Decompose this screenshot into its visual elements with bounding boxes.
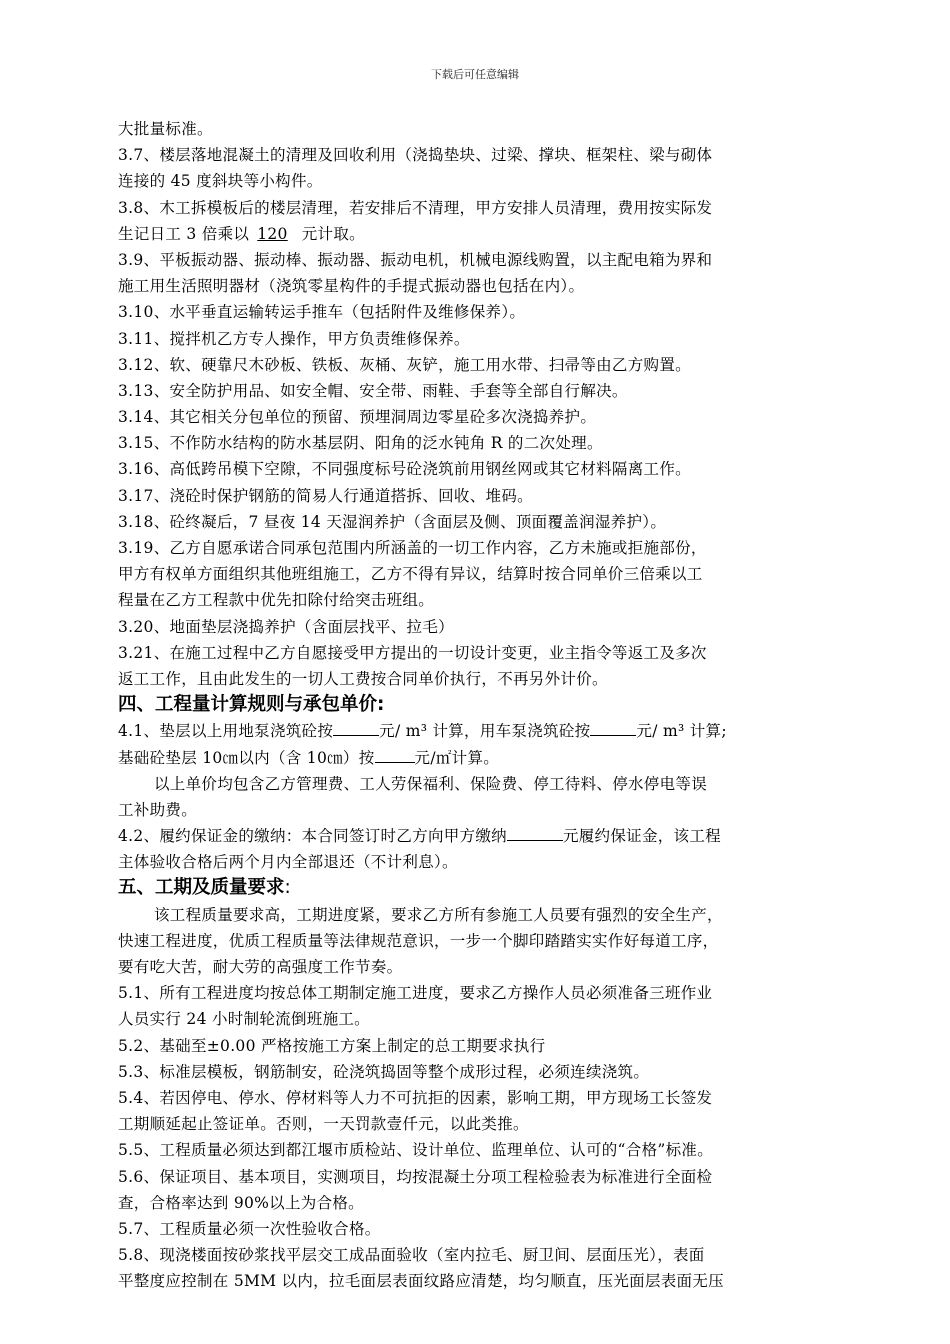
text-segment: 4.1、垫层以上用地泵浇筑砼按	[118, 722, 334, 741]
text-segment: 基础砼垫层 10㎝以内（含 10㎝）按	[118, 748, 375, 767]
text-line: 该工程质量要求高，工期进度紧，要求乙方所有参施工人员要有强烈的安全生产，	[154, 905, 723, 924]
heading-colon: :	[284, 877, 291, 899]
text-line: 5.5、工程质量必须达到都江堰市质检站、设计单位、监理单位、认可的“合格”标准。	[118, 1141, 714, 1160]
text-line: 3.10、水平垂直运输转运手推车（包括附件及维修保养）。	[118, 303, 526, 322]
text-line: 5.6、保证项目、基本项目，实测项目，均按混凝土分项工程检验表为标准进行全面检	[118, 1167, 713, 1186]
text-line: 3.16、高低跨吊模下空隙，不同强度标号砼浇筑前用钢丝网或其它材料隔离工作。	[118, 460, 691, 479]
text-line: 3.15、不作防水结构的防水基层阴、阳角的泛水钝角 R 的二次处理。	[118, 434, 603, 453]
text-line: 5.8、现浇楼面按砂浆找平层交工成品面验收（室内拉毛、厨卫间、层面压光），表面	[118, 1246, 705, 1265]
text-line: 5.3、标准层模板，钢筋制安，砼浇筑捣固等整个成形过程，必须连续浇筑。	[118, 1062, 650, 1081]
text-line: 3.19、乙方自愿承诺合同承包范围内所涵盖的一切工作内容，乙方未施或拒施部份，	[118, 539, 707, 557]
text-line: 5.7、工程质量必须一次性验收合格。	[118, 1219, 381, 1238]
text-line	[118, 221, 838, 247]
text-line: 甲方有权单方面组织其他班组施工，乙方不得有异议，结算时按合同单价三倍乘以工	[118, 565, 703, 584]
text-line: 主体验收合格后两个月内全部退还（不计利息）。	[118, 853, 458, 872]
text-line: 施工用生活照明器材（浇筑零星构件的手提式振动器也包括在内）。	[118, 277, 585, 296]
text-line: 3.12、软、硬靠尺木砂板、铁板、灰桶、灰铲，施工用水带、扫帚等由乙方购置。	[118, 355, 691, 374]
blank-field	[507, 824, 563, 841]
text-line: 工补助费。	[118, 800, 198, 819]
text-line: 程量在乙方工程款中优先扣除付给突击班组。	[118, 591, 435, 610]
text-line	[118, 823, 838, 849]
text-segment: 4.2、履约保证金的缴纳：本合同签订时乙方向甲方缴纳	[118, 827, 507, 846]
blank-field	[375, 746, 415, 763]
text-line: 人员实行 24 小时制轮流倒班施工。	[118, 1010, 370, 1029]
text-line: 3.8、木工拆模板后的楼层清理，若安排后不清理，甲方安排人员清理，费用按实际发	[118, 198, 713, 217]
text-segment: 元/㎡计算。	[414, 748, 500, 767]
page-header: 下载后可任意编辑	[431, 68, 519, 81]
text-line: 3.21、在施工过程中乙方自愿接受甲方提出的一切设计变更，业主指令等返工及多次	[118, 643, 707, 662]
section-heading-5	[118, 875, 838, 901]
text-segment: 元/ m³ 计算，用车泵浇筑砼按	[379, 722, 591, 741]
text-line: 5.1、所有工程进度均按总体工期制定施工进度，要求乙方操作人员必须准备三班作业	[118, 984, 713, 1003]
section-heading-4: 四、工程量计算规则与承包单价:	[118, 694, 385, 716]
text-line: 3.7、楼层落地混凝土的清理及回收利用（浇捣垫块、过梁、撑块、框架柱、梁与砌体	[118, 146, 713, 165]
text-segment: 元计取。	[301, 224, 365, 243]
text-line: 要有吃大苦，耐大劳的高强度工作节奏。	[118, 958, 403, 976]
text-line: 以上单价均包含乙方管理费、工人劳保福利、保险费、停工待料、停水停电等误	[154, 774, 708, 793]
text-line: 3.20、地面垫层浇捣养护（含面层找平、拉毛）	[118, 617, 454, 636]
heading-text: 五、工期及质量要求	[118, 877, 285, 899]
text-line: 3.13、安全防护用品、如安全帽、安全带、雨鞋、手套等全部自行解决。	[118, 381, 628, 400]
text-line: 3.14、其它相关分包单位的预留、预埋洞周边零星砼多次浇捣养护。	[118, 408, 597, 427]
text-line: 大批量标准。	[118, 120, 213, 138]
text-segment: 元/ m³ 计算;	[636, 722, 727, 741]
underlined-amount: 120	[257, 224, 288, 243]
text-line: 返工工作，且由此发生的一切人工费按合同单价执行，不再另外计价。	[118, 669, 608, 688]
blank-field	[333, 719, 379, 736]
text-segment: 元履约保证金，该工程	[562, 827, 721, 846]
text-line: 3.18、砼终凝后，7 昼夜 14 天湿润养护（含面层及侧、顶面覆盖润湿养护）。	[118, 512, 667, 531]
text-line: 连接的 45 度斜块等小构件。	[118, 172, 323, 191]
text-line: 快速工程进度，优质工程质量等法律规范意识，一步一个脚印踏踏实实作好每道工序，	[118, 931, 719, 950]
text-line: 3.9、平板振动器、振动棒、振动器、振动电机，机械电源线购置，以主配电箱为界和	[118, 250, 713, 269]
text-line: 平整度应控制在 5MM 以内，拉毛面层表面纹路应清楚，均匀顺直，压光面层表面无压	[118, 1272, 724, 1291]
text-line: 工期顺延起止签证单。否则，一天罚款壹仟元，以此类推。	[118, 1115, 529, 1134]
text-line: 3.17、浇砼时保护钢筋的简易人行通道搭拆、回收、堆码。	[118, 486, 533, 505]
text-segment: 生记日工 3 倍乘以	[118, 224, 250, 243]
text-line: 查，合格率达到 90%以上为合格。	[118, 1193, 364, 1212]
document-body	[118, 116, 838, 1294]
text-line	[118, 745, 838, 771]
text-line: 3.11、搅拌机乙方专人操作，甲方负责维修保养。	[118, 329, 470, 348]
blank-field	[590, 719, 636, 736]
text-line	[118, 718, 838, 744]
text-line: 5.2、基础至±0.00 严格按施工方案上制定的总工期要求执行	[118, 1036, 546, 1055]
text-line: 5.4、若因停电、停水、停材料等人力不可抗拒的因素，影响工期，甲方现场工长签发	[118, 1088, 713, 1107]
